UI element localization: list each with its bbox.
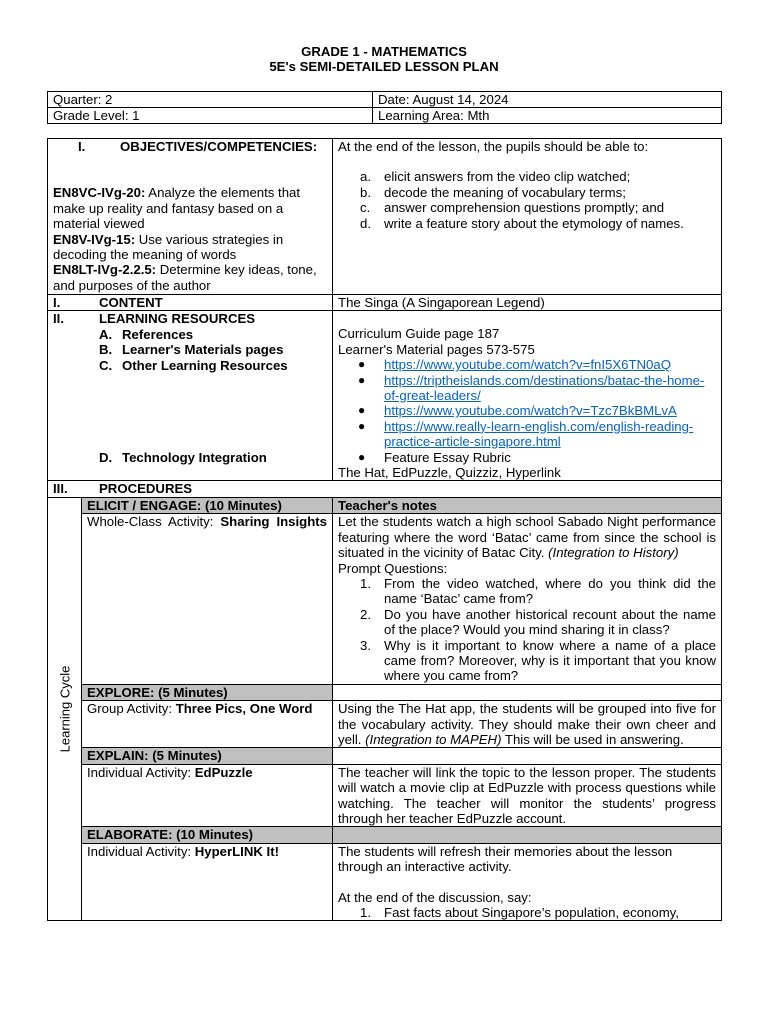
explain-notes-heading-cell: [333, 748, 722, 764]
objectives-cell: [48, 139, 333, 295]
triptheislands-link[interactable]: https://triptheislands.com/destinations/batac-the-home-of-great-leaders/: [384, 372, 705, 404]
competency-2: EN8V-IVg-15: Use various strategies in decoding the meaning of words: [53, 231, 284, 263]
youtube-link-1[interactable]: https://www.youtube.com/watch?v=fnI5X6TN0aQ: [384, 357, 671, 373]
explore-heading-cell: EXPLORE: (5 Minutes): [82, 684, 333, 700]
youtube-link-2[interactable]: https://www.youtube.com/watch?v=Tzc7BkBMLvA: [384, 403, 677, 419]
objective-item: c. answer comprehension questions promptly; and: [360, 200, 665, 216]
rubric-text: Feature Essay Rubric: [384, 449, 511, 465]
resource-link-item: ● https://www.youtube.com/watch?v=fnI5X6TN0aQ: [358, 357, 671, 373]
question-item: 1. From the video watched, where do you think did the name ‘Batac’ came from?: [360, 575, 717, 607]
elicit-questions: [338, 576, 716, 684]
elicit-heading-cell: ELICIT / ENGAGE: (10 Minutes): [82, 497, 333, 513]
elaborate-notes-heading-cell: [333, 827, 722, 843]
competency-1: EN8VC-IVg-20: Analyze the elements that make up reality and fantasy based on a material viewed: [53, 185, 301, 232]
explore-notes-heading-cell: [333, 684, 722, 700]
competency-3: EN8LT-IVg-2.2.5: Determine key ideas, tone, and purposes of the author: [53, 262, 317, 293]
info-table: [47, 91, 722, 124]
explore-activity-cell: Group Activity: Three Pics, One Word: [82, 701, 333, 748]
really-learn-english-link[interactable]: https://www.really-learn-english.com/english-reading-practice-article-singapore.html: [384, 418, 694, 450]
learners-material: Learner's Material pages 573-575: [338, 341, 535, 357]
content-value-cell: The Singa (A Singaporean Legend): [333, 295, 722, 311]
procedures-heading: PROCEDURES: [99, 481, 193, 497]
quarter-cell: Quarter: 2: [48, 92, 373, 108]
resource-sub-c: C. Other Learning Resources: [99, 357, 288, 373]
objective-item: a. elicit answers from the video clip watched;: [360, 169, 631, 185]
objectives-detail-cell: [333, 139, 722, 295]
learning-area-cell: Learning Area: Mth: [373, 108, 722, 124]
resource-sub-a: A. References: [99, 326, 194, 342]
objectives-intro: At the end of the lesson, the pupils should be able to:: [338, 139, 649, 154]
explain-notes-cell: The teacher will link the topic to the lesson proper. The students will watch a movie clip at EdPuzzle with process questions while watching. The teacher will monitor the students’ progress through her teacher EdPuzzle account.: [333, 764, 722, 827]
content-label-cell: I. CONTENT: [48, 295, 333, 311]
elaborate-questions: [338, 905, 716, 920]
date-cell: Date: August 14, 2024: [373, 92, 722, 108]
explain-heading-cell: EXPLAIN: (5 Minutes): [82, 748, 333, 764]
elicit-activity-cell: Whole-Class Activity: Sharing Insights: [82, 514, 333, 684]
procedures-header-cell: III. PROCEDURES: [48, 481, 722, 497]
teacher-notes-heading-cell: Teacher's notes: [333, 497, 722, 513]
explain-activity-cell: Individual Activity: EdPuzzle: [82, 764, 333, 827]
learning-cycle-cell: [48, 497, 82, 921]
resource-link-item: ● https://triptheislands.com/destinations/batac-the-home-of-great-leaders/: [358, 372, 705, 404]
resource-links: [338, 357, 716, 465]
elaborate-activity-cell: Individual Activity: HyperLINK It!: [82, 843, 333, 921]
learning-cycle-label: Learning Cycle: [56, 665, 72, 753]
content-heading: CONTENT: [99, 295, 163, 310]
elaborate-heading-cell: ELABORATE: (10 Minutes): [82, 827, 333, 843]
resources-detail-cell: [333, 311, 722, 481]
document-title: GRADE 1 - MATHEMATICS: [301, 44, 467, 59]
objectives-list: [338, 169, 716, 231]
elicit-notes-cell: Let the students watch a high school Sabado Night performance featuring where the word ‘Batac’ came from since the school is situated in the vicinity of Batac City. (Integration to History) Prompt Questions: 1. From the video watched, where do you think did the name ‘Batac’ came from? 2. Do you have another historical recount about the name of the place? Would you mind sharing it in class? 3. Why is it important to know where a name of a place came from? Moreover, why is it important that you know where you came from?: [333, 514, 722, 684]
resource-sub-d: D. Technology Integration: [99, 450, 267, 466]
tech-tools: The Hat, EdPuzzle, Quizziz, Hyperlink: [338, 465, 561, 481]
question-item: 2. Do you have another historical recount about the name of the place? Would you mind sharing it in class?: [360, 606, 717, 638]
resources-heading: LEARNING RESOURCES: [99, 311, 256, 327]
resource-link-item: ● Feature Essay Rubric: [358, 449, 511, 465]
explore-notes-cell: Using the The Hat app, the students will be grouped into five for the vocabulary activity. They should make their own cheer and yell. (Integration to MAPEH) This will be used in answering.: [333, 701, 722, 748]
resource-link-item: ● https://www.really-learn-english.com/english-reading-practice-article-singapore.html: [358, 418, 694, 450]
resources-label-cell: II. LEARNING RESOURCES A. References B. Learner's Materials pages C. Other Learning Resources D. Technology Integration: [48, 311, 333, 481]
elaborate-notes-cell: The students will refresh their memories about the lesson through an interactive activity. At the end of the discussion, say: 1. Fast facts about Singapore’s population, economy,: [333, 843, 722, 921]
objective-item: d. write a feature story about the etymology of names.: [360, 215, 684, 231]
objectives-numeral: I.: [78, 139, 86, 154]
objective-item: b. decode the meaning of vocabulary terms;: [360, 184, 626, 200]
resource-link-item: ● https://www.youtube.com/watch?v=Tzc7BkBMLvA: [358, 403, 677, 419]
lesson-plan-table: [47, 138, 722, 921]
curriculum-guide: Curriculum Guide page 187: [338, 326, 500, 342]
grade-level-cell: Grade Level: 1: [48, 108, 373, 124]
question-item: 3. Why is it important to know where a name of a place came from? Moreover, why is it important that you know where you came from?: [360, 637, 717, 684]
resource-sub-b: B. Learner's Materials pages: [99, 342, 284, 358]
document-subtitle: 5E's SEMI-DETAILED LESSON PLAN: [269, 59, 499, 74]
question-item: 1. Fast facts about Singapore’s population, economy,: [360, 905, 679, 921]
objectives-heading: OBJECTIVES/COMPETENCIES:: [120, 139, 318, 154]
